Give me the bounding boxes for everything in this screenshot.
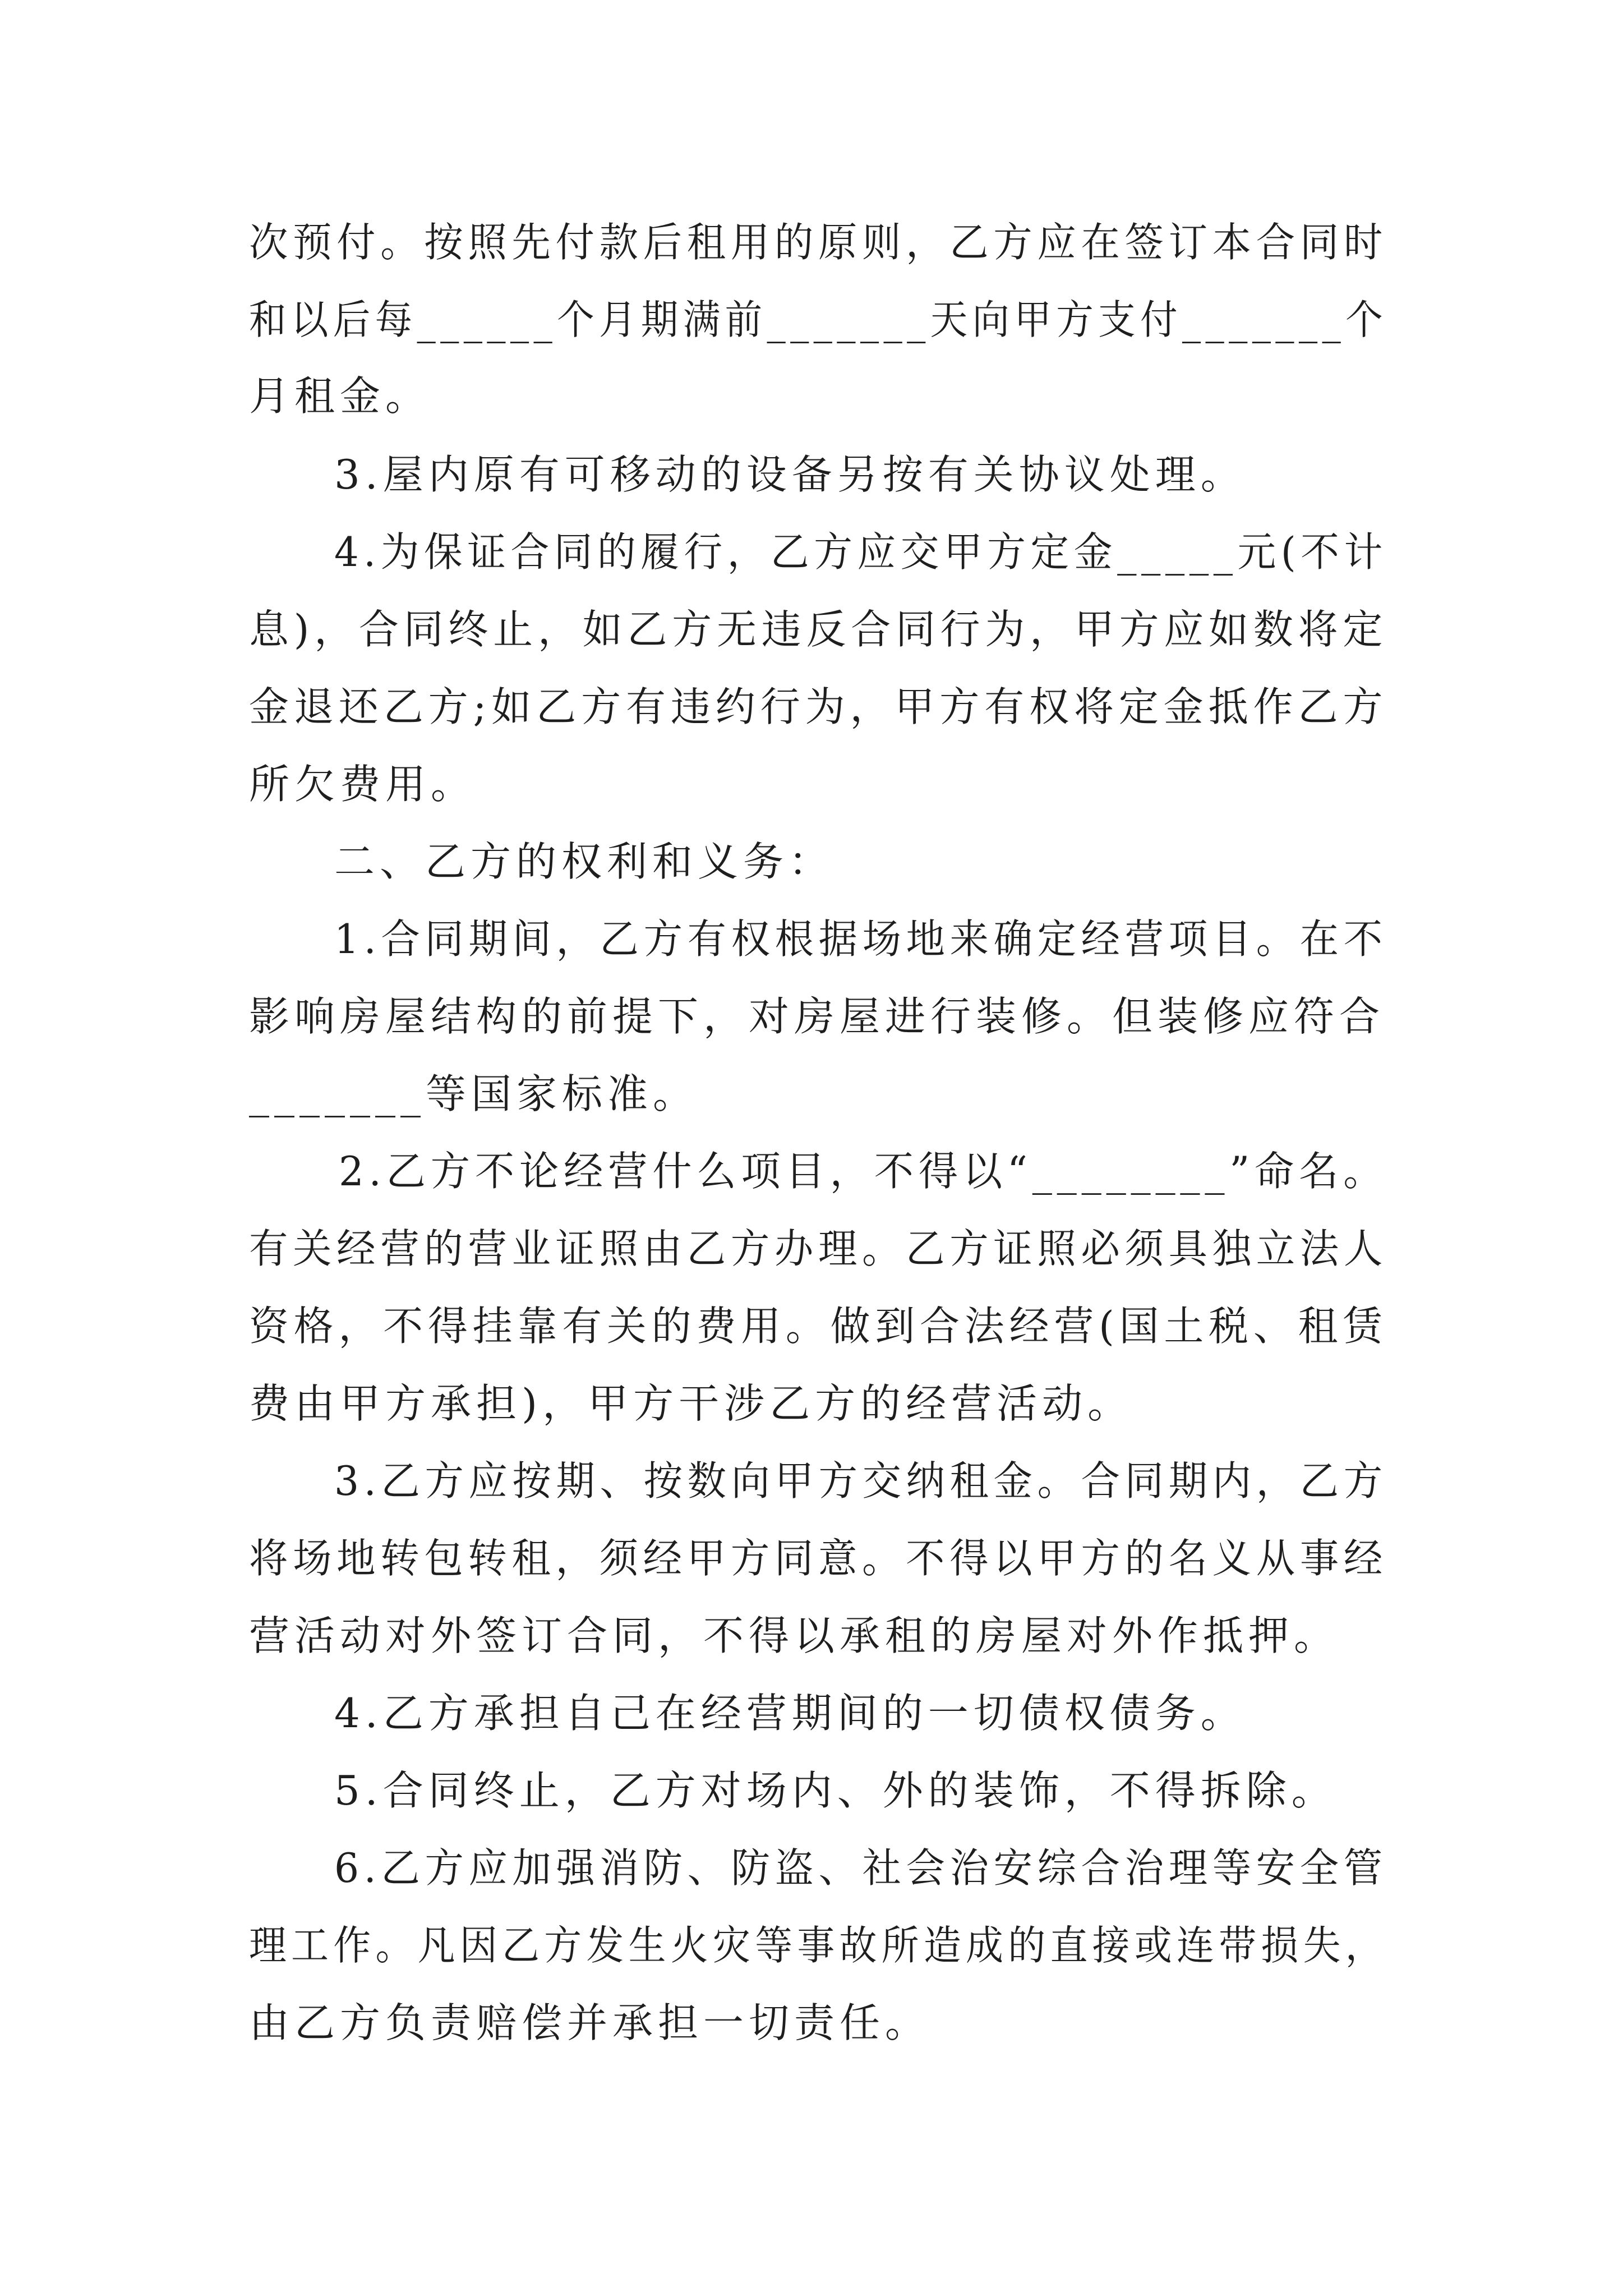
text-line: 6.乙方应加强消防、防盗、社会治安综合治理等安全管 bbox=[334, 1844, 1387, 1892]
text-line: 有关经营的营业证照由乙方办理。乙方证照必须具独立法人 bbox=[249, 1225, 1387, 1272]
text-line: 2.乙方不论经营什么项目，不得以“________”命名。 bbox=[339, 1148, 1388, 1195]
text-line: 营活动对外签订合同，不得以承租的房屋对外作抵押。 bbox=[249, 1612, 1340, 1659]
text-line: 月租金。 bbox=[249, 372, 431, 420]
text-line: 由乙方负责赔偿并承担一切责任。 bbox=[249, 1999, 931, 2046]
text-line: 和以后每______个月期满前_______天向甲方支付_______个 bbox=[249, 296, 1387, 343]
text-line: 4.为保证合同的履行，乙方应交甲方定金_____元(不计 bbox=[334, 528, 1387, 576]
text-line: _______等国家标准。 bbox=[249, 1070, 699, 1117]
text-line: 3.乙方应按期、按数向甲方交纳租金。合同期内，乙方 bbox=[334, 1457, 1387, 1504]
text-line: 5.合同终止，乙方对场内、外的装饰，不得拆除。 bbox=[334, 1767, 1337, 1814]
text-line: 资格，不得挂靠有关的费用。做到合法经营(国土税、租赁 bbox=[249, 1303, 1388, 1350]
text-line: 次预付。按照先付款后租用的原则，乙方应在签订本合同时 bbox=[249, 219, 1387, 266]
text-line: 1.合同期间，乙方有权根据场地来确定经营项目。在不 bbox=[334, 915, 1387, 963]
text-line: 金退还乙方;如乙方有违约行为，甲方有权将定金抵作乙方 bbox=[249, 683, 1388, 730]
text-line: 所欠费用。 bbox=[249, 761, 477, 808]
text-line: 费由甲方承担)，甲方干涉乙方的经营活动。 bbox=[249, 1380, 1133, 1427]
section-heading: 二、乙方的权利和义务： bbox=[334, 838, 834, 885]
text-line: 3.屋内原有可移动的设备另按有关协议处理。 bbox=[334, 451, 1246, 498]
text-line: 将场地转包转租，须经甲方同意。不得以甲方的名义从事经 bbox=[249, 1535, 1387, 1582]
text-line: 息)，合同终止，如乙方无违反合同行为，甲方应如数将定 bbox=[249, 606, 1388, 653]
text-line: 4.乙方承担自己在经营期间的一切债权债务。 bbox=[334, 1690, 1246, 1737]
text-line: 理工作。凡因乙方发生火灾等事故所造成的直接或连带损失， bbox=[249, 1922, 1387, 1969]
text-line: 影响房屋结构的前提下，对房屋进行装修。但装修应符合 bbox=[249, 993, 1385, 1040]
